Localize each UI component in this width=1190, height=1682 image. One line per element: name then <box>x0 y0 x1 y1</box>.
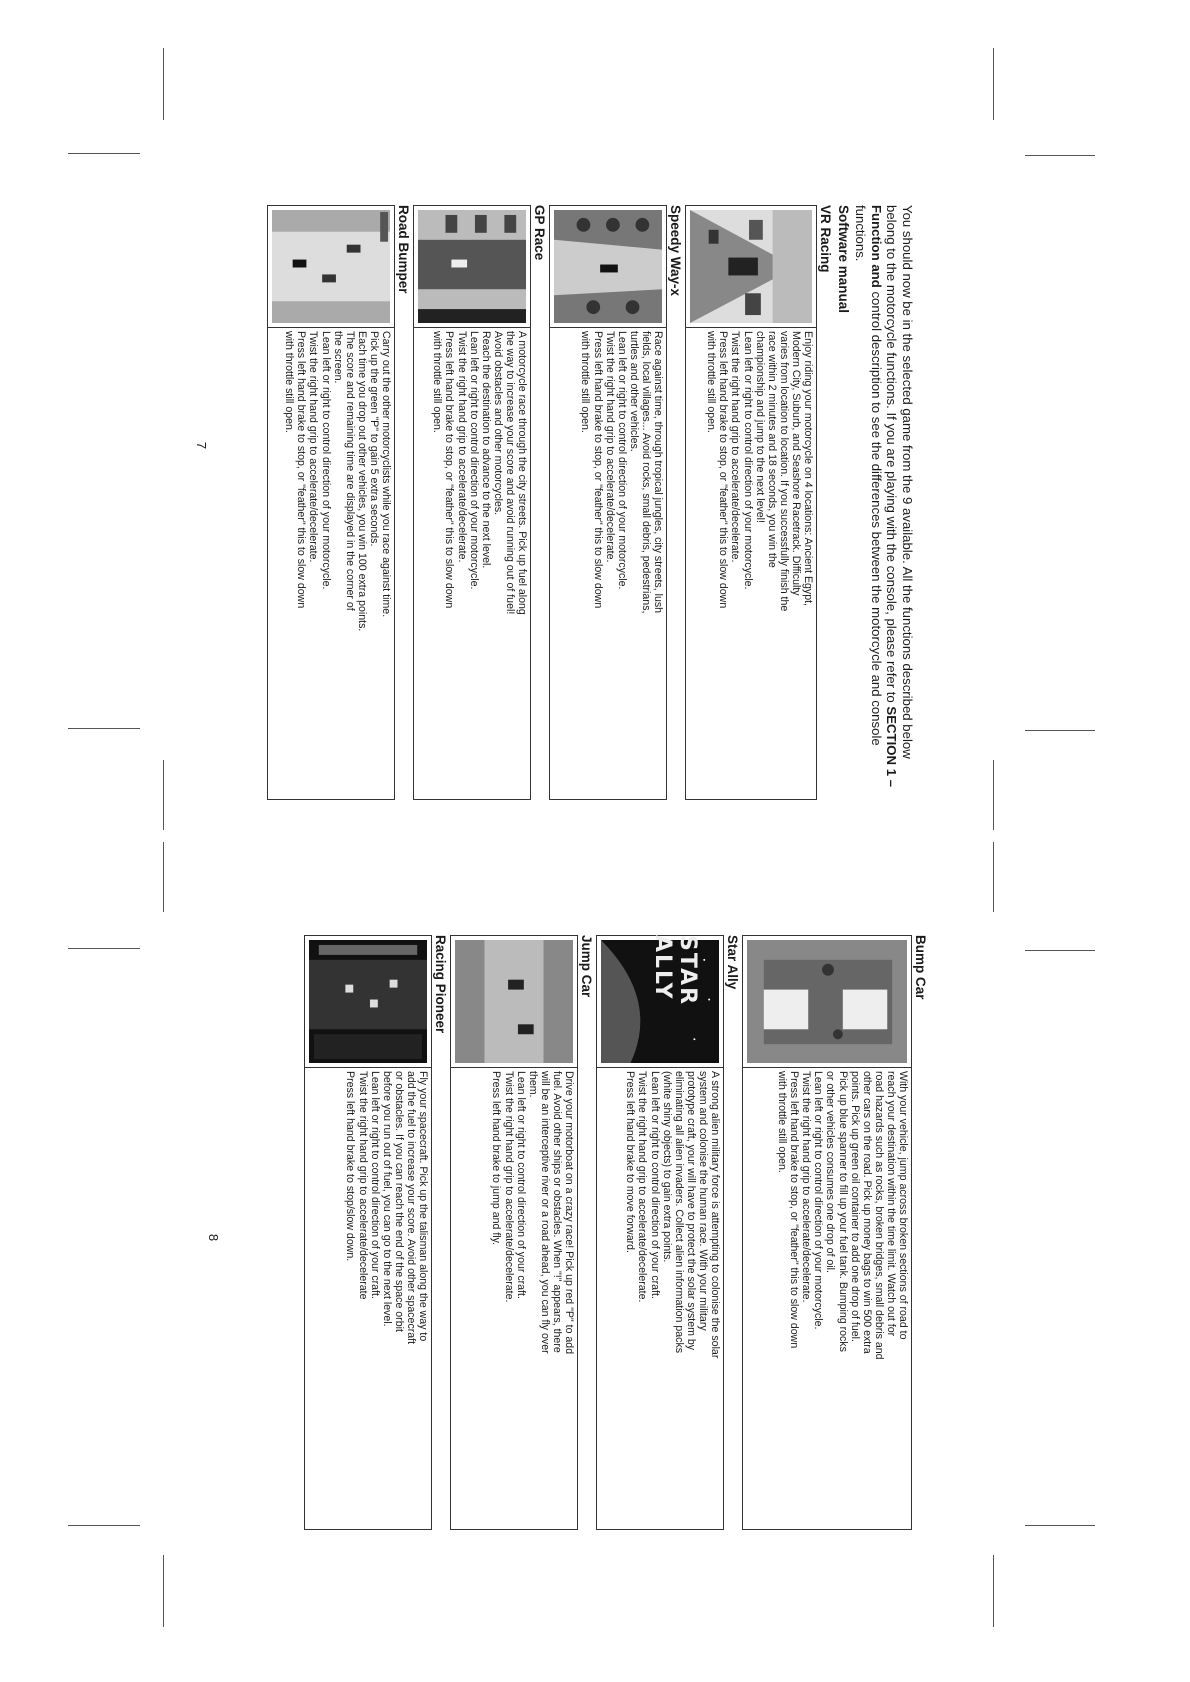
screenshot-image <box>747 940 907 1063</box>
desc-line: (white shiny objects) to gain extra points. <box>660 1071 673 1263</box>
desc-line: reach your destination within the time limit. Watch out for <box>884 1071 897 1337</box>
game-box-gp-race <box>413 205 531 800</box>
desc-line: other cars on the road. Pick up money bags to win 500 extra <box>860 1071 873 1354</box>
crop-mark <box>1025 1525 1095 1526</box>
desc-line: will be an interceptive river or a road ahead, you can fly over <box>538 1071 551 1354</box>
intro-section-ref: SECTION 1 – Function and <box>869 205 900 788</box>
desc-line: with throttle still open. <box>705 331 718 433</box>
desc-line: road hazards such as rocks, broken bridges, small debris and <box>872 1071 885 1360</box>
game-title-road-bumper: Road Bumper <box>396 205 411 294</box>
game-title-racing-pioneer: Racing Pioneer <box>433 935 448 1034</box>
desc-line: Enjoy riding your motorcycle on 4 locations: Ancient Egypt, <box>802 331 814 606</box>
screenshot-image <box>554 210 662 323</box>
desc-line: Modern City, Suburb, and Seashore Racetrack. Difficulty <box>789 331 802 596</box>
screenshot-road-bumper <box>268 206 394 328</box>
desc-line: Twist the right hand grip to accelerate/decelerate. <box>307 331 320 563</box>
game-description <box>597 1068 723 1529</box>
desc-line: Lean left or right to control direction of your motorcycle. <box>319 331 332 590</box>
game-description <box>550 328 666 799</box>
manual-page-7 <box>225 205 915 800</box>
desc-line: Lean left or right to control direction of your craft. <box>648 1071 661 1299</box>
desc-line: Press left hand brake to stop, or "feather" this to slow down <box>295 331 308 609</box>
desc-line: Press left hand brake to stop, or "feather" this to slow down <box>717 331 730 609</box>
desc-line: before you run out of fuel, you can go to the next level. <box>380 1071 393 1327</box>
crop-mark <box>163 48 164 120</box>
crop-mark <box>68 948 140 949</box>
star-ally-logo: STAR ALLY <box>650 935 700 1007</box>
game-description <box>268 328 394 799</box>
game-description <box>414 328 530 799</box>
desc-line: The score and remaining time are displayed in the corner of <box>343 331 356 611</box>
game-title-star-ally: Star Ally <box>725 935 740 990</box>
desc-line: with throttle still open. <box>579 331 592 433</box>
screenshot-racing-pioneer <box>305 936 431 1068</box>
screenshot-image <box>418 210 526 323</box>
game-box-vr-racing <box>685 205 817 800</box>
desc-line: turtles and other vehicles. <box>627 331 640 452</box>
screenshot-bump-car <box>743 936 911 1068</box>
game-title-gp-race: GP Race <box>532 205 547 261</box>
crop-mark <box>993 1555 994 1627</box>
crop-mark <box>163 1555 164 1627</box>
crop-mark <box>163 842 164 912</box>
screenshot-image <box>309 940 427 1063</box>
desc-line: Drive your motorboat on a crazy race! Pick up red "P" to add <box>563 1071 575 1355</box>
desc-line: Press left hand brake to stop, or "feather" this to slow down <box>788 1071 801 1349</box>
page-number: 7 <box>194 441 210 450</box>
desc-line: fuel. Avoid other ships or obstacles. When "!" appears, there <box>550 1071 563 1353</box>
game-box-racing-pioneer <box>304 935 432 1530</box>
desc-line: Carry out the other motorcyclists while you race against time. <box>380 331 392 618</box>
manual-page-8 <box>238 935 930 1530</box>
desc-line: With your vehicle, jump across broken sections of road to <box>897 1071 909 1340</box>
game-description <box>305 1068 431 1529</box>
game-box-star-ally <box>596 935 724 1530</box>
desc-line: varies from location to location. If you successfully finish the <box>777 331 790 612</box>
desc-line: Press left hand brake to stop/slow down. <box>344 1071 357 1262</box>
game-title-vr-racing: VR Racing <box>818 205 833 273</box>
game-box-bump-car <box>742 935 912 1530</box>
desc-line: the screen. <box>331 331 344 384</box>
desc-line: or obstacles. If you can reach the end of the space orbit <box>392 1071 405 1332</box>
desc-line: or other vehicles consumes one drop of oil. <box>824 1071 837 1273</box>
crop-mark <box>993 842 994 912</box>
desc-line: Lean left or right to control direction of your craft. <box>368 1071 381 1299</box>
desc-line: Twist the right hand grip to accelerate/decelerate. <box>455 331 468 563</box>
screenshot-image <box>690 210 812 323</box>
desc-line: Twist the right hand grip to accelerate/decelerate. <box>800 1071 813 1303</box>
desc-line: the way to increase your score and avoid running out of fuel! <box>503 331 516 615</box>
game-title-jump-car: Jump Car <box>579 935 594 998</box>
intro-paragraph <box>853 205 915 800</box>
desc-line: Press left hand brake to jump and fly. <box>490 1071 503 1246</box>
desc-line: Twist the right hand grip to accelerate/decelerate. <box>603 331 616 563</box>
intro-text: You should now be in the selected game from the 9 available. All the functions described below belong to the motorcycle functions. If you are playing with the console, please refer to <box>884 205 915 759</box>
screenshot-image <box>455 940 573 1063</box>
intro-text-end: control description to see the differences between the motorcycle and console functions. <box>853 205 884 746</box>
desc-line: Pick up the green "P" to gain 5 extra seconds. <box>367 331 380 547</box>
desc-line: Twist the right hand grip to accelerate/decelerate. <box>729 331 742 563</box>
desc-line: Lean left or right to control direction of your motorcycle. <box>467 331 480 590</box>
crop-mark <box>993 48 994 120</box>
desc-line: system and colonise the human race. With your military <box>696 1071 709 1331</box>
crop-mark <box>993 760 994 830</box>
desc-line: with throttle still open. <box>776 1071 789 1173</box>
desc-line: Fly your spacecraft. Pick up the talisman along the way to <box>417 1071 429 1342</box>
desc-line: A strong alien military force is attempting to colonise the solar <box>709 1071 721 1359</box>
desc-line: Twist the right hand grip to accelerate/decelerate. <box>636 1071 649 1303</box>
desc-line: Twist the right hand grip to accelerate/decelerate. <box>502 1071 515 1303</box>
game-title-bump-car: Bump Car <box>913 935 928 1000</box>
desc-line: points. Pick up green oil container to add one drop of fuel. <box>848 1071 861 1342</box>
desc-line: Press left hand brake to move forward. <box>624 1071 637 1253</box>
desc-line: Lean left or right to control direction of your motorcycle. <box>741 331 754 590</box>
desc-line: Lean left or right to control direction of your motorcycle. <box>615 331 628 590</box>
desc-line: fields, local villages... Avoid rocks, small debris, pedestrians, <box>639 331 652 614</box>
desc-line: race within 2 minutes and 18 seconds, you win the <box>765 331 778 568</box>
screenshot-jump-car <box>451 936 577 1068</box>
crop-mark <box>1025 155 1095 156</box>
desc-line: them. <box>526 1071 539 1098</box>
desc-line: Reach the destination to advance to the next level. <box>479 331 492 569</box>
desc-line: prototype craft, your will have to protect the solar system by <box>684 1071 697 1351</box>
desc-line: championship and jump to the next level! <box>753 331 766 523</box>
game-description <box>743 1068 911 1529</box>
crop-mark <box>68 1525 140 1526</box>
desc-line: Lean left or right to control direction of your motorcycle. <box>812 1071 825 1330</box>
desc-line: with throttle still open. <box>283 331 296 433</box>
desc-line: Lean left or right to control direction of your craft. <box>514 1071 527 1299</box>
desc-line: Twist the right hand grip to accelerate/decelerate <box>356 1071 369 1300</box>
desc-line: Avoid obstacles and other motorcycles. <box>491 331 504 516</box>
game-description <box>451 1068 577 1529</box>
screenshot-image <box>272 210 390 323</box>
crop-mark <box>1025 950 1095 951</box>
desc-line: Race against time, through tropical jungles, city streets, lush <box>652 331 664 614</box>
game-box-jump-car <box>450 935 578 1530</box>
desc-line: Press left hand brake to stop, or "feather" this to slow down <box>443 331 456 609</box>
section-title: Software manual <box>836 205 851 314</box>
crop-mark <box>68 153 140 154</box>
desc-line: eliminating all alien invaders. Collect alien information packs <box>672 1071 685 1354</box>
desc-line: A motorcycle race through the city streets. Pick up fuel along <box>516 331 528 615</box>
crop-mark <box>68 728 140 729</box>
game-description <box>686 328 816 799</box>
game-box-speedy-way-x <box>549 205 667 800</box>
game-box-road-bumper <box>267 205 395 800</box>
desc-line: Press left hand brake to stop, or "feather" this to slow down <box>591 331 604 609</box>
screenshot-star-ally <box>597 936 723 1068</box>
desc-line: Pick up blue spanner to fill up your fuel tank. Bumping rocks <box>836 1071 849 1352</box>
page-number: 8 <box>206 1233 222 1242</box>
desc-line: Each time you drop out other vehicles, you win 100 extra points. <box>355 331 368 632</box>
screenshot-gp-race <box>414 206 530 328</box>
screenshot-vr-racing <box>686 206 816 328</box>
screenshot-speedy-way-x <box>550 206 666 328</box>
crop-mark <box>1025 730 1095 731</box>
crop-mark <box>163 760 164 830</box>
desc-line: add the fuel to increase your score. Avoid other spacecraft <box>404 1071 417 1345</box>
game-title-speedy-way-x: Speedy Way-x <box>668 205 683 297</box>
desc-line: with throttle still open. <box>431 331 444 433</box>
